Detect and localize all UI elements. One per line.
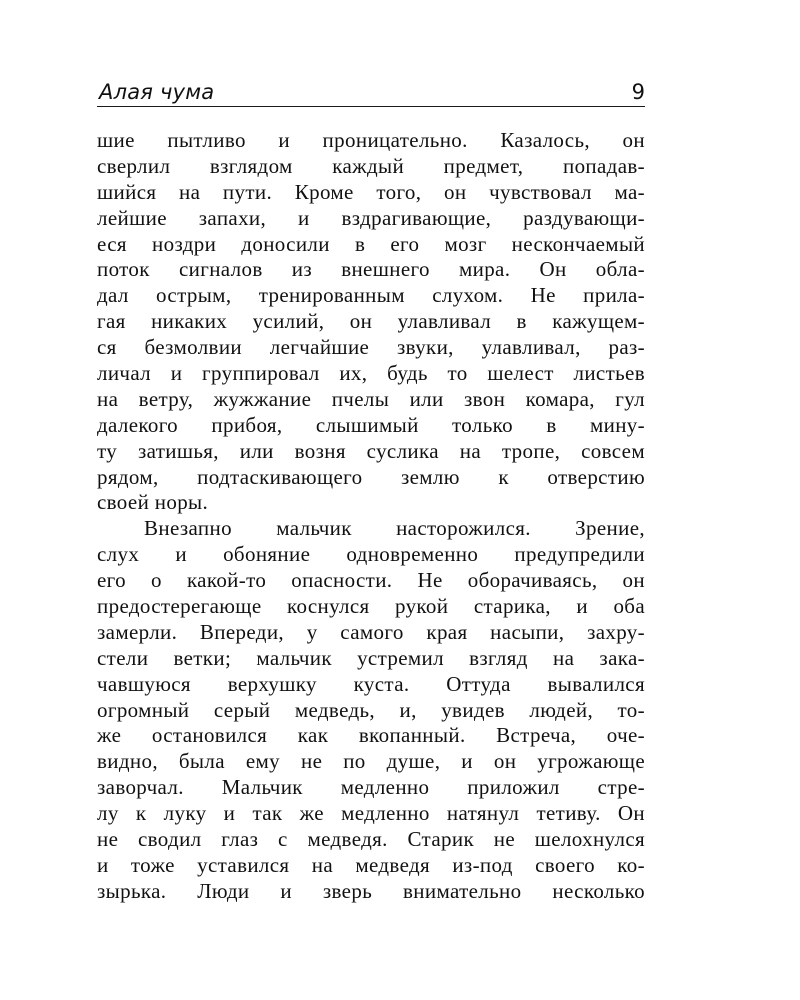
page-number: 9 — [631, 80, 645, 104]
text-line: лейшие запахи, и вздрагивающие, раздувающи- — [97, 205, 645, 230]
text-line-paragraph-start: Внезапно мальчик насторожился. Зрение, — [144, 516, 645, 541]
text-line: еся ноздри доносили в его мозг нескончаемый — [97, 231, 645, 256]
text-line: ся безмолвии легчайшие звуки, улавливал, раз- — [97, 335, 645, 360]
running-header — [97, 78, 645, 107]
text-line: шийся на пути. Кроме того, он чувствовал ма- — [97, 179, 645, 204]
text-line: личал и группировал их, будь то шелест листьев — [97, 361, 645, 386]
text-line: поток сигналов из внешнего мира. Он обла- — [97, 257, 645, 282]
text-line: рядом, подтаскивающего землю к отверстию — [97, 464, 645, 489]
text-line: ту затишья, или возня суслика на тропе, совсем — [97, 438, 645, 463]
body-text — [97, 128, 645, 905]
text-line: и тоже уставился на медведя из-под своего ко- — [97, 852, 645, 877]
text-line: лу к луку и так же медленно натянул тетиву. Он — [97, 801, 645, 826]
text-line: заворчал. Мальчик медленно приложил стре- — [97, 775, 645, 800]
book-page — [97, 78, 645, 905]
text-line: зырька. Люди и зверь внимательно несколько — [97, 878, 645, 903]
text-line: дал острым, тренированным слухом. Не прила- — [97, 283, 645, 308]
text-line: видно, была ему не по душе, и он угрожающе — [97, 749, 645, 774]
text-line: чавшуюся верхушку куста. Оттуда вывалился — [97, 671, 645, 696]
text-line: огромный серый медведь, и, увидев людей, то- — [97, 697, 645, 722]
text-line: сверлил взглядом каждый предмет, попадав- — [97, 153, 645, 178]
text-line-paragraph-end: своей норы. — [97, 490, 209, 515]
text-line: шие пытливо и проницательно. Казалось, он — [97, 128, 645, 152]
text-line: же остановился как вкопанный. Встреча, оче- — [97, 723, 645, 748]
text-line: далекого прибоя, слышимый только в мину- — [97, 412, 645, 437]
text-line: замерли. Впереди, у самого края насыпи, захру- — [97, 619, 645, 644]
text-line: на ветру, жужжание пчелы или звон комара, гул — [97, 386, 645, 411]
text-line: его о какой-то опасности. Не оборачиваясь, он — [97, 568, 645, 593]
text-line: слух и обоняние одновременно предупредили — [97, 542, 645, 567]
text-line: предостерегающе коснулся рукой старика, и оба — [97, 594, 645, 619]
text-line: стели ветки; мальчик устремил взгляд на зака- — [97, 645, 645, 670]
running-title: Алая чума — [99, 80, 215, 104]
text-line: гая никаких усилий, он улавливал в кажущем- — [97, 309, 645, 334]
text-line: не сводил глаз с медведя. Старик не шелохнулся — [97, 827, 645, 852]
